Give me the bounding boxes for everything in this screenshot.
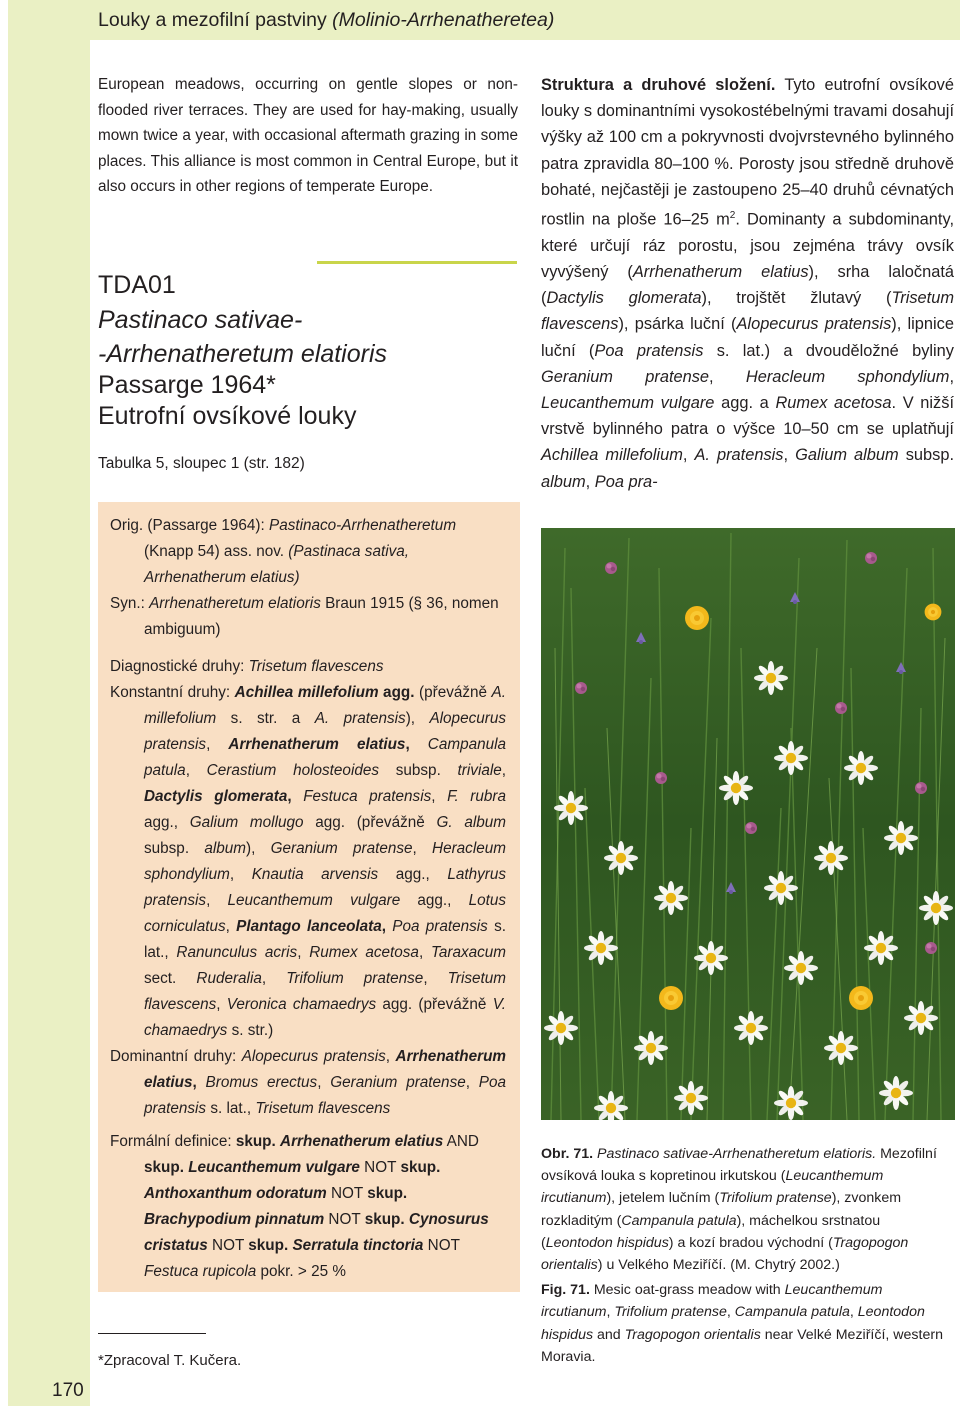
figure-caption: [541, 1143, 955, 1368]
nomenclature-syn: Syn.: Arrhenatheretum elatioris Braun 1915 (§ 36, nomen ambiguum): [110, 595, 499, 638]
header-band: [8, 0, 960, 40]
page-header-title: Louky a mezofilní pastviny (Molinio-Arrhenatheretea): [98, 9, 555, 31]
meadow-illustration: [541, 528, 955, 1120]
footnote: *Zpracoval T. Kučera.: [98, 1352, 242, 1369]
info-box: [98, 502, 520, 1292]
association-name: Pastinaco sativae- -Arrhenatheretum elatioris: [98, 306, 388, 368]
species-lists: [110, 654, 506, 1122]
page-number: 170: [52, 1380, 84, 1401]
caption-czech: Obr. 71. Pastinaco sativae-Arrhenatheretum elatioris. Mezofilní ovsíková louka s kopretinou irkutskou (Leucanthemum ircutianum), jetelem lučním (Trifolium pratense), zvonkem rozkladitým (Campanula patula), máchelkou srstnatou (Leontodon hispidus) a kozí bradou východní (Tragopogon orientalis) u Velkého Meziříčí. (M. Chytrý 2002.): [541, 1146, 937, 1274]
left-margin-strip: [8, 40, 90, 1406]
structure-paragraph: Struktura a druhové složení. Tyto eutrofní ovsíkové louky s dominantními vysokostébelnými travami dosahují výšky až 100 cm a pokryvnosti dvojvrstevného bylinného patra zpravidla 80–100 %. Porosty jsou středně druhově bohaté, nejčastěji je zastoupeno 25–40 druhů cévnatých rostlin na ploše 16–25 $m^2$. Dominanty a subdominanty, které určují ráz porostu, jsou zejména trávy ovsík vyvýšený (Arrhenatherum elatius), srha laločnatá (Dactylis glomerata), trojštět žlutavý (Trisetum flavescens), psárka luční (Alopecurus pratensis), lipnice luční (Poa pratensis s. lat.) a dvouděložné byliny Geranium pratense, Heracleum sphondylium, Leucanthemum vulgare agg. a Rumex acetosa. V nižší vrstvě bylinného patra o výšce 10–50 cm se uplatňují Achillea millefolium, A. pratensis, Galium album subsp. album, Poa pra-: [541, 76, 955, 491]
table-reference: Tabulka 5, sloupec 1 (str. 182): [98, 455, 305, 472]
footnote-rule: [98, 1333, 206, 1334]
dominant-species: Dominantní druhy: Alopecurus pratensis, Arrhenatherum elatius, Bromus erectus, Geranium pratense, Poa pratensis s. lat., Trisetum flavescens: [110, 1048, 507, 1117]
association-author: Passarge 1964*: [98, 371, 276, 399]
meadow-photo: [541, 528, 955, 1120]
nomenclature-orig: Orig. (Passarge 1964): Pastinaco-Arrhenatheretum (Knapp 54) ass. nov. (Pastinaca sativa, Arrhenatherum elatius): [110, 517, 457, 586]
association-czech-name: Eutrofní ovsíkové louky: [98, 402, 357, 430]
caption-english: Fig. 71. Mesic oat-grass meadow with Leucanthemum ircutianum, Trifolium pratense, Campanula patula, Leontodon hispidus and Tragopogon orientalis near Velké Meziříčí, western Moravia.: [541, 1282, 943, 1365]
structure-heading: Struktura a druhové složení.: [541, 76, 776, 94]
section-rule: [317, 261, 517, 264]
formal-definition: Formální definice: skup. Arrhenatherum elatius AND skup. Leucanthemum vulgare NOT skup. Anthoxanthum odoratum NOT skup. Brachypodium pinnatum NOT skup. Cynosurus cristatus NOT skup. Serratula tinctoria NOT Festuca rupicola pokr. > 25 %: [110, 1133, 489, 1280]
constant-species: Konstantní druhy: Achillea millefolium agg. (převážně A. millefolium s. str. a A. pratensis), Alopecurus pratensis, Arrhenatherum elatius, Campanula patula, Cerastium holosteoides subsp. triviale, Dactylis glomerata, Festuca pratensis, F. rubra agg., Galium mollugo agg. (převážně G. album subsp. album), Geranium pratense, Heracleum sphondylium, Knautia arvensis agg., Lathyrus pratensis, Leucanthemum vulgare agg., Lotus corniculatus, Plantago lanceolata, Poa pratensis s. lat., Ranunculus acris, Rumex acetosa, Taraxacum sect. Ruderalia, Trifolium pratense, Trisetum flavescens, Veronica chamaedrys agg. (převážně V. chamaedrys s. str.): [110, 684, 507, 1039]
intro-paragraph: European meadows, occurring on gentle slopes or non-flooded river terraces. They are used for hay-making, usually mown twice a year, with occasional aftermath grazing in some places. This alliance is most common in Central Europe, but it also occurs in other regions of temperate Europe.: [98, 76, 518, 196]
association-code: TDA01: [98, 271, 176, 299]
diagnostic-species: Diagnostické druhy: Trisetum flavescens: [110, 658, 384, 675]
